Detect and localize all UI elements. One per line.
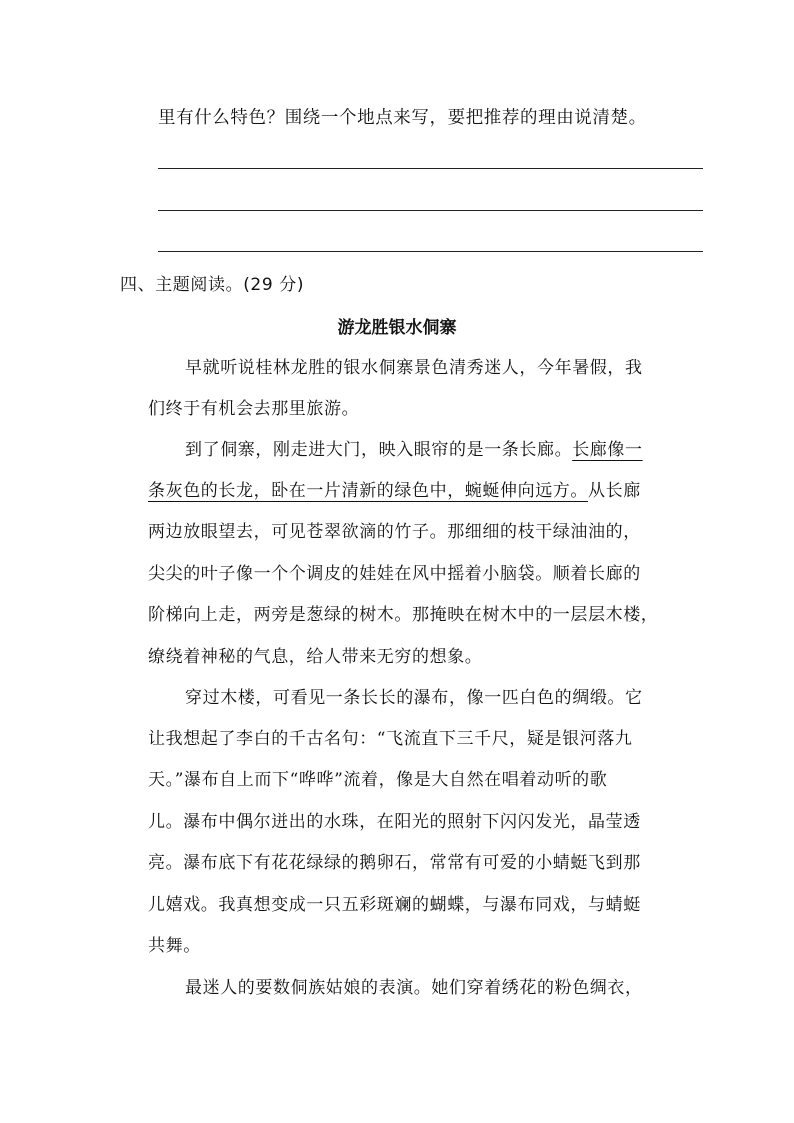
passage-line: 穿过木楼，可看见一条长长的瀑布，像一匹白色的绸缎。它 [185,688,643,708]
passage-line: 共舞。 [148,936,201,956]
passage-line: 亮。瀑布底下有花花绿绿的鹅卵石，常常有可爱的小蜻蜓飞到那 [148,853,641,873]
passage-line: 缭绕着神秘的气息，给人带来无穷的想象。 [148,647,483,667]
passage-line-part: 到了侗寨，刚走进大门，映入眼帘的是一条长廊。 [185,440,573,460]
passage-line: 儿嬉戏。我真想变成一只五彩斑斓的蝴蝶，与瀑布同戏，与蜻蜓 [148,895,641,915]
passage-line: 天。”瀑布自上而下“哗哗”流着，像是大自然在唱着动听的歌 [148,770,608,790]
passage-line: 儿。瀑布中偶尔迸出的水珠，在阳光的照射下闪闪发光，晶莹透 [148,812,641,832]
passage-line: 阶梯向上走，两旁是葱绿的树木。那掩映在树木中的一层层木楼， [148,605,659,625]
passage-line: 尖尖的叶子像一个个调皮的娃娃在风中摇着小脑袋。顺着长廊的 [148,564,641,584]
passage-line [185,438,643,462]
passage-line: 让我想起了李白的千古名句：“飞流直下三千尺，疑是银河落九 [148,729,633,749]
underlined-sentence-end: 条灰色的长龙，卧在一片清新的绿色中，蜿蜒伸向远方。 [148,481,588,501]
passage-line: 最迷人的要数侗族姑娘的表演。她们穿着绣花的粉色绸衣， [185,978,643,998]
underlined-sentence-start: 长廊像一 [572,440,643,460]
section-heading: 四、主题阅读。(29 分) [120,275,305,295]
prompt-tail: 里有什么特色？围绕一个地点来写，要把推荐的理由说清楚。 [158,108,647,128]
passage-title: 游龙胜银水侗寨 [337,318,457,338]
passage-line: 早就听说桂林龙胜的银水侗寨景色清秀迷人，今年暑假，我 [185,358,643,378]
answer-line-3[interactable] [158,251,703,252]
passage-line: 们终于有机会去那里旅游。 [148,399,360,419]
passage-line: 两边放眼望去，可见苍翠欲滴的竹子。那细细的枝干绿油油的， [148,522,641,542]
passage-line-part: 从长廊 [588,481,641,501]
passage-line [148,479,641,503]
answer-line-2[interactable] [158,210,703,211]
answer-line-1[interactable] [158,168,703,169]
